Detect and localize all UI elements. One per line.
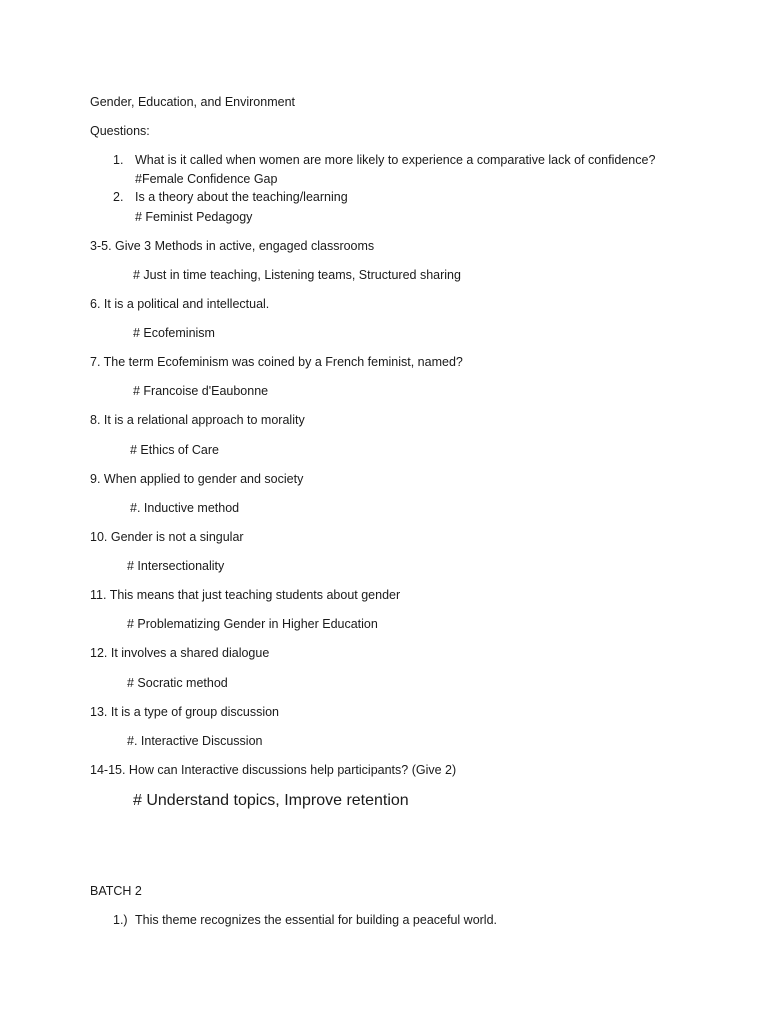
question-3-5: 3-5. Give 3 Methods in active, engaged classrooms (90, 239, 375, 253)
question-13: 13. It is a type of group discussion (90, 705, 279, 719)
question-10: 10. Gender is not a singular (90, 530, 244, 544)
question-9: 9. When applied to gender and society (90, 472, 304, 486)
answer-9: #. Inductive method (130, 501, 240, 515)
answer-2: # Feminist Pedagogy (135, 210, 253, 224)
question-2-number: 2. (113, 190, 124, 204)
question-1 (113, 152, 655, 168)
question-2-text: Is a theory about the teaching/learning (135, 190, 348, 204)
batch-2-question-1 (113, 912, 497, 928)
answer-8: # Ethics of Care (130, 443, 219, 457)
question-14-15: 14-15. How can Interactive discussions help participants? (Give 2) (90, 763, 457, 777)
answer-14-15: # Understand topics, Improve retention (133, 792, 409, 809)
answer-6: # Ecofeminism (133, 326, 215, 340)
answer-1: #Female Confidence Gap (135, 172, 278, 186)
answer-13: #. Interactive Discussion (127, 734, 263, 748)
batch-2-label: BATCH 2 (90, 884, 142, 898)
answer-10: # Intersectionality (127, 559, 225, 573)
question-11: 11. This means that just teaching students about gender (90, 588, 401, 602)
questions-label: Questions: (90, 124, 150, 138)
document-title: Gender, Education, and Environment (90, 95, 295, 109)
answer-11: # Problematizing Gender in Higher Education (127, 617, 378, 631)
answer-3-5: # Just in time teaching, Listening teams, Structured sharing (133, 268, 461, 282)
batch-2-question-1-number: 1.) (113, 913, 128, 927)
question-2 (113, 189, 348, 205)
question-7: 7. The term Ecofeminism was coined by a French feminist, named? (90, 355, 463, 369)
question-8: 8. It is a relational approach to morality (90, 413, 305, 427)
answer-7: # Francoise d'Eaubonne (133, 384, 269, 398)
batch-2-question-1-text: This theme recognizes the essential for building a peaceful world. (135, 913, 498, 927)
question-1-number: 1. (113, 153, 124, 167)
question-1-text: What is it called when women are more likely to experience a comparative lack of confidence? (135, 153, 656, 167)
question-6: 6. It is a political and intellectual. (90, 297, 270, 311)
question-12: 12. It involves a shared dialogue (90, 646, 270, 660)
answer-12: # Socratic method (127, 676, 228, 690)
